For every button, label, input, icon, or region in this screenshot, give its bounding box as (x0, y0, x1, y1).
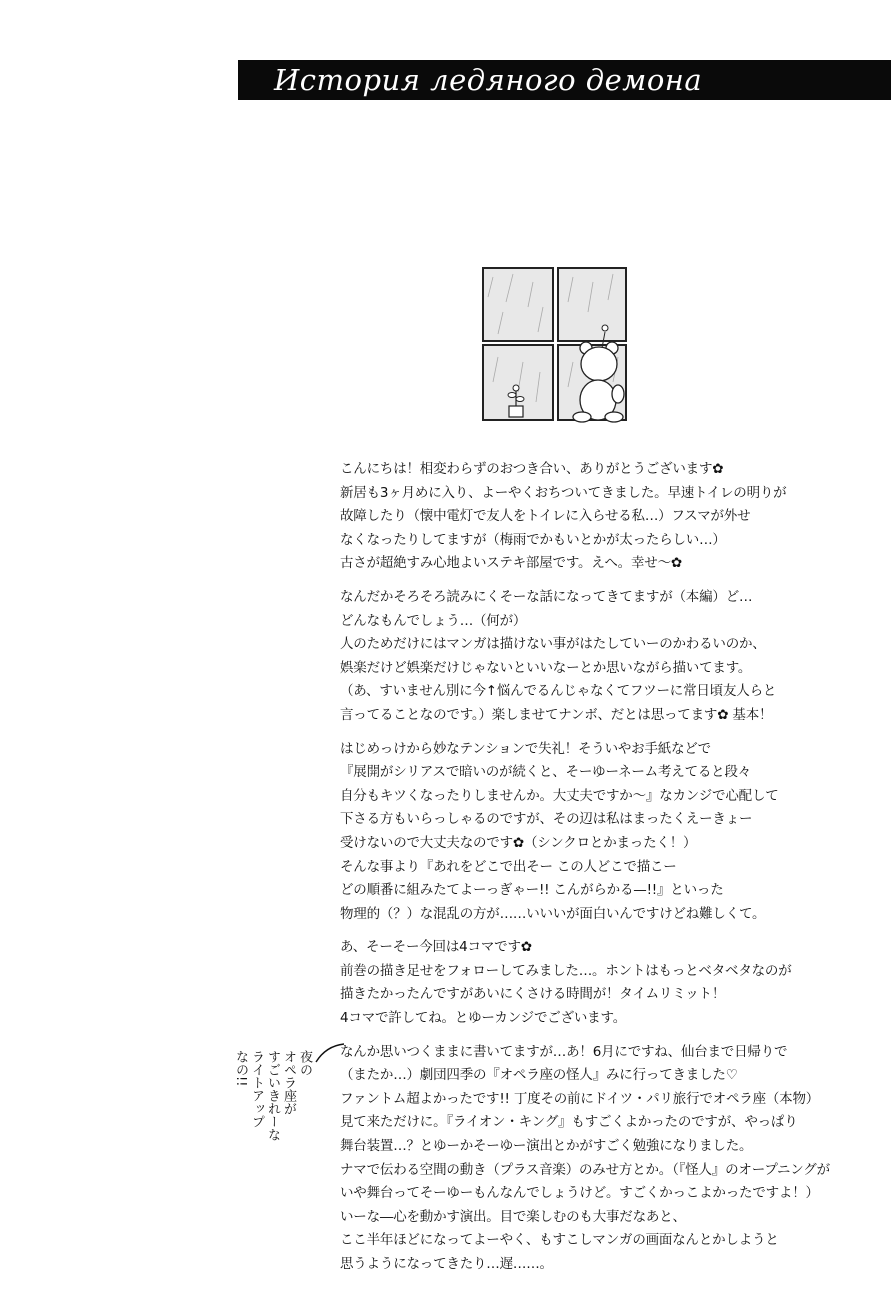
side-note-column: 夜の (297, 1050, 312, 1076)
text-line: （またか…）劇団四季の『オペラ座の怪人』みに行ってきました♡ (340, 1067, 738, 1084)
page-title: История ледяного демона (274, 63, 703, 97)
text-line: いーな―心を動かす演出。目で楽しむのも大事だなあと、 (340, 1208, 686, 1225)
text-line: そんな事より『あれをどこで出そー この人どこで描こー (340, 858, 677, 875)
text-line: 描きたかったんですがあいにくさける時間が！タイムリミット！ (340, 986, 726, 1003)
paragraph-4koma (340, 936, 880, 1030)
text-line: こんにちは！相変わらずのおつき合い、ありがとうございます✿ (340, 461, 724, 477)
text-line: なんか思いつくままに書いてますが…あ！6月にですね、仙台まで日帰りで (340, 1043, 788, 1060)
text-line: 舞台装置…？とゆーかそーゆー演出とかがすごく勉強になりました。 (340, 1138, 753, 1155)
text-line: 下さる方もいらっしゃるのですが、その辺は私はまったくえーきょー (340, 811, 753, 828)
text-line: 古さが超絶すみ心地よいステキ部屋です。えへ。幸せ～✿ (340, 555, 682, 572)
text-line: ナマで伝わる空間の動き（プラス音楽）のみせ方とか。（『怪人』のオープニングが (340, 1161, 830, 1178)
text-line: はじめっけから妙なテンションで失礼！そういやお手紙などで (340, 740, 711, 757)
text-line: 4コマで許してね。とゆーカンジでございます。 (340, 1010, 627, 1027)
side-note-column: ライトアップ (249, 1050, 264, 1128)
text-line: 『展開がシリアスで暗いのが続くと、そーゆーネーム考えてると段々 (340, 764, 752, 781)
side-note-column: すごいきれーな (265, 1050, 280, 1141)
text-line: 見て来ただけに。『ライオン・キング』もすごくよかったのですが、やっぱり (340, 1114, 798, 1131)
text-line: 受けないので大丈夫なのです✿（シンクロとかまったく！） (340, 834, 697, 851)
text-line: 前巻の描き足せをフォローしてみました…。ホントはもっとベタベタなのが (340, 962, 792, 979)
text-line: なくなったりしてますが（梅雨でかもいとかが太ったらしい…） (340, 531, 726, 548)
text-line: 新居も3ヶ月めに入り、よーやくおちついてきました。早速トイレの明りが (340, 484, 787, 501)
text-line: あ、そーそー今回は4コマです✿ (340, 939, 532, 956)
paragraph-opera (340, 1041, 880, 1277)
text-line: ファントム超よかったです!! 丁度その前にドイツ・パリ旅行でオペラ座（本物） (340, 1090, 820, 1107)
side-annotation (232, 1050, 312, 1160)
text-line: 故障したり（懐中電灯で友人をトイレに入らせる私…）フスマが外せ (340, 508, 751, 525)
text-line: 人のためだけにはマンガは描けない事がはたしていーのかわるいのか、 (340, 636, 766, 653)
text-line: 思うようになってきたり…遅……。 (340, 1256, 553, 1272)
window-teddy-bear-plant-illustration (478, 262, 628, 424)
text-line: 娯楽だけど娯楽だけじゃないといいなーとか思いながら描いてます。 (340, 659, 752, 676)
text-line: 自分もキツくなったりしませんか。大丈夫ですか〜』なカンジで心配して (340, 787, 779, 804)
paragraph-story (340, 586, 880, 728)
text-line: 物理的（？）な混乱の方が……いいいが面白いんですけどね難しくて。 (340, 905, 766, 922)
text-line: なんだかそろそろ読みにくそーな話になってきてますが（本編）ど… (340, 588, 753, 605)
text-line: どの順番に組みたてよーっぎゃー!! こんがらかる—!!』といった (340, 882, 724, 899)
text-line: 言ってることなのです。）楽しませてナンボ、だとは思ってます✿ 基本！ (340, 706, 773, 723)
author-notes (340, 458, 880, 1287)
title-banner (238, 60, 891, 100)
text-line: ここ半年ほどになってよーやく、もすこしマンガの画面なんとかしようと (340, 1232, 779, 1249)
text-line: いや舞台ってそーゆーもんなんでしょうけど。すごくかっこよかったですよ！） (340, 1185, 819, 1202)
text-line: （あ、すいません別に今↑悩んでるんじゃなくてフツーに常日頃友人らと (340, 683, 777, 700)
paragraph-greeting (340, 458, 880, 576)
side-note-column: なの!! (233, 1050, 248, 1087)
paragraph-letters (340, 738, 880, 927)
side-note-column: オペラ座が (281, 1050, 296, 1115)
text-line: どんなもんでしょう…（何が） (340, 612, 527, 629)
